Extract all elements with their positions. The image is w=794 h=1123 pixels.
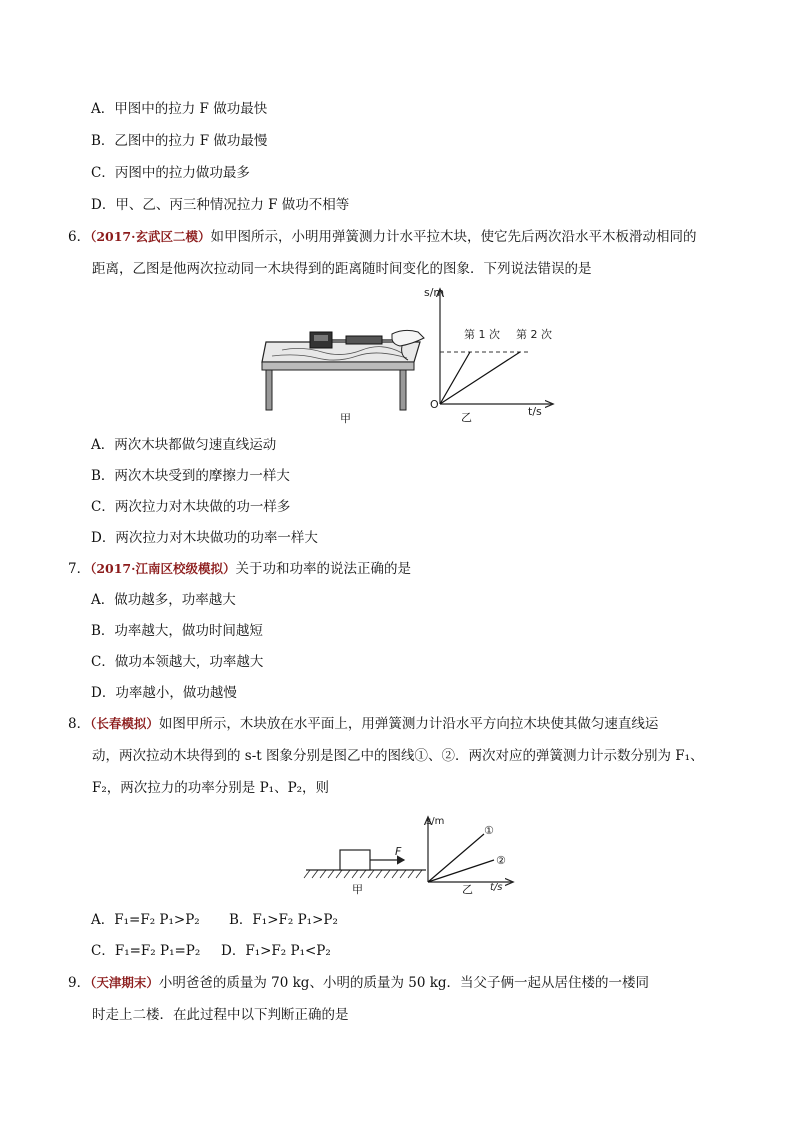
q7-option-c: C．做功本领越大，功率越大 <box>91 654 264 670</box>
q8-force-label: F <box>395 845 402 858</box>
q7-option-d: D．功率越小，做功越慢 <box>91 685 237 701</box>
q6-text: 如甲图所示，小明用弹簧测力计水平拉木块，使它先后两次沿水平木板滑动相同的 <box>210 229 697 245</box>
q6-line-second <box>440 352 520 404</box>
q5-option-a: A．甲图中的拉力 F 做功最快 <box>91 101 268 117</box>
q9-stem-line2: 时走上二楼．在此过程中以下判断正确的是 <box>92 1007 349 1023</box>
q5-option-b: B．乙图中的拉力 F 做功最慢 <box>91 133 268 149</box>
q7-stem <box>68 559 411 579</box>
q8-option-c: C．F₁=F₂ P₁=P₂ <box>91 943 201 959</box>
q6-figure-yi <box>418 282 558 417</box>
q6-stem-line1 <box>68 227 697 247</box>
q7-text: 关于功和功率的说法正确的是 <box>235 561 411 577</box>
q6-series-1-label: 第 1 次 <box>464 328 500 341</box>
q5-option-c: C．丙图中的拉力做功最多 <box>91 165 250 181</box>
q6-option-b: B．两次木块受到的摩擦力一样大 <box>91 468 290 484</box>
q6-option-d: D．两次拉力对木块做功的功率一样大 <box>91 530 318 546</box>
q6-x-axis-label: t/s <box>528 405 542 418</box>
q8-fig-label-yi: 乙 <box>462 883 473 896</box>
q6-option-a: A．两次木块都做匀速直线运动 <box>91 437 277 453</box>
q7-source: （2017·江南区校级模拟） <box>90 561 236 576</box>
q9-stem-line1 <box>68 973 649 993</box>
q6-fig-label-yi: 乙 <box>461 411 472 424</box>
q6-line-first <box>440 352 470 404</box>
q7-option-b: B．功率越大，做功时间越短 <box>91 623 263 639</box>
q6-option-c: C．两次拉力对木块做的功一样多 <box>91 499 291 515</box>
q8-line-1-label: ① <box>484 824 494 837</box>
q8-option-b: B．F₁>F₂ P₁>P₂ <box>229 912 338 928</box>
q7-option-a: A．做功越多，功率越大 <box>91 592 236 608</box>
q8-option-a: A．F₁=F₂ P₁>P₂ <box>91 912 200 928</box>
q8-number: 8． <box>68 716 91 732</box>
q8-fig-label-jia: 甲 <box>352 883 363 896</box>
q8-line-1 <box>428 834 484 882</box>
q6-y-axis-label: s/m <box>424 286 445 299</box>
q6-source: （2017·玄武区二模） <box>90 229 211 244</box>
q9-number: 9． <box>68 975 91 991</box>
q9-text: 小明爸爸的质量为 70 kg、小明的质量为 50 kg．当父子俩一起从居住楼的一楼同 <box>158 975 650 991</box>
q6-figure-jia <box>262 320 432 420</box>
q8-source: （长春模拟） <box>90 716 159 731</box>
q8-line-2 <box>428 860 494 882</box>
q8-option-d: D．F₁>F₂ P₁<P₂ <box>221 943 331 959</box>
q8-y-axis-label: s/m <box>426 816 445 827</box>
q8-stem-line2: 动，两次拉动木块得到的 s-t 图象分别是图乙中的图线①、②．两次对应的弹簧测力计示数分别为 F₁、 <box>92 748 704 764</box>
q6-origin-label: O <box>430 398 439 411</box>
q9-source: （天津期末） <box>90 975 159 990</box>
q8-figure-jia <box>302 838 426 886</box>
q6-stem-line2: 距离，乙图是他两次拉动同一木块得到的距离随时间变化的图象．下列说法错误的是 <box>92 261 592 277</box>
q6-number: 6． <box>68 229 91 245</box>
q8-line-2-label: ② <box>496 854 506 867</box>
q6-series-2-label: 第 2 次 <box>516 328 552 341</box>
q8-text: 如图甲所示，木块放在水平面上，用弹簧测力计沿水平方向拉木块使其做匀速直线运 <box>158 716 659 732</box>
q5-option-d: D．甲、乙、丙三种情况拉力 F 做功不相等 <box>91 197 350 213</box>
q8-stem-line3: F₂，两次拉力的功率分别是 P₁、P₂，则 <box>92 780 330 796</box>
q8-block <box>340 850 370 870</box>
q8-x-axis-label: t/s <box>490 882 503 893</box>
q6-fig-label-jia: 甲 <box>340 412 351 425</box>
q7-number: 7． <box>68 561 91 577</box>
q8-stem-line1 <box>68 714 658 734</box>
